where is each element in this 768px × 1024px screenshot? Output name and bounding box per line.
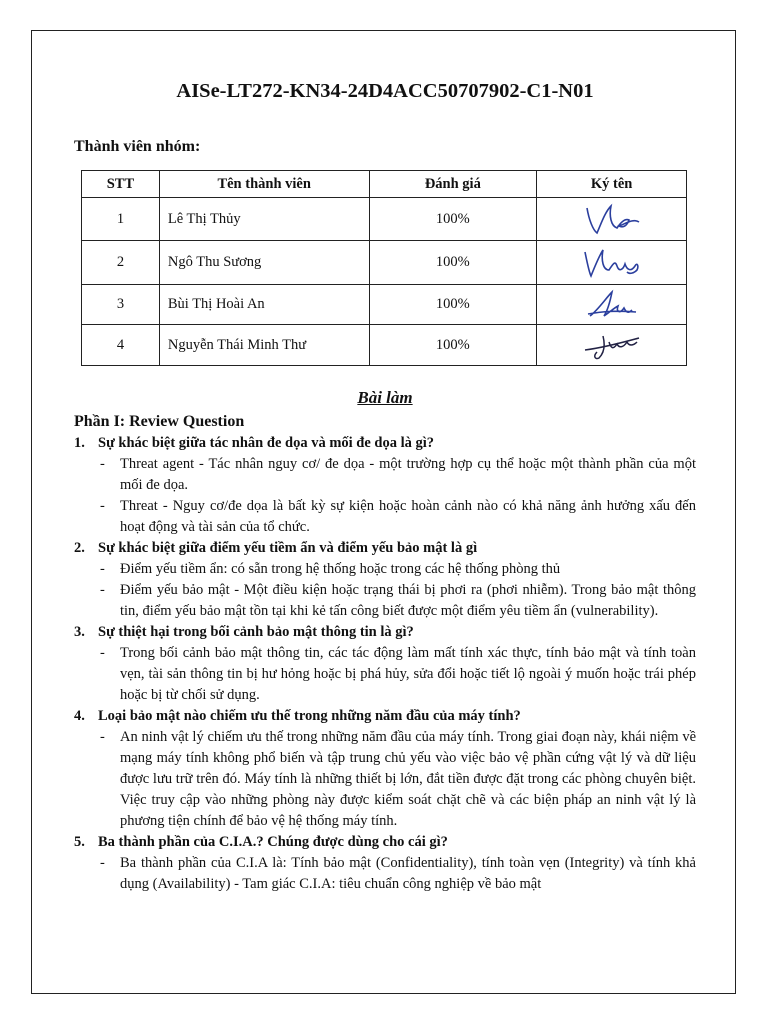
answer-item: - Threat - Nguy cơ/đe dọa là bất kỳ sự kiện hoặc hoàn cảnh nào có khả năng ảnh hưởng xấu đến hoạt động và tài sản của tổ chức. [100, 498, 696, 535]
answer-item: - Điểm yếu tiềm ẩn: có sẵn trong hệ thống hoặc trong các hệ thống phòng thủ [100, 561, 561, 577]
table-row [82, 325, 687, 366]
part-title: Phần I: Review Question [74, 413, 245, 430]
answer-text: Điểm yếu bảo mật - Một điều kiện hoặc trạng thái bị phơi ra (phơi nhiễm). Trong bảo mật thông tin, điểm yếu bảo mật tồn tại khi kẻ tấn công biết được một điểm yêu tiềm ẩn (vulnerability). [120, 582, 696, 619]
header-signature: Ký tên [537, 171, 687, 198]
table-row [82, 241, 687, 285]
question-number: 5. [74, 834, 85, 850]
answer-text: Threat agent - Tác nhân nguy cơ/ đe dọa - một trường hợp cụ thể hoặc một thành phần của một mối đe dọa. [120, 456, 696, 493]
cell-signature [537, 241, 687, 285]
cell-rating: 100% [369, 285, 537, 325]
table-row [82, 285, 687, 325]
cell-signature [537, 325, 687, 366]
document-title: AISe-LT272-KN34-24D4ACC50707902-C1-N01 [176, 80, 594, 102]
question-text: Sự khác biệt giữa tác nhân đe dọa và mối đe dọa là gì? [98, 435, 435, 451]
answer-item: - Threat agent - Tác nhân nguy cơ/ đe dọa - một trường hợp cụ thể hoặc một thành phần của một mối đe dọa. [100, 456, 696, 493]
question-2 [74, 538, 696, 559]
question-4 [74, 706, 696, 727]
signature-4 [581, 328, 643, 362]
question-5 [74, 832, 696, 853]
cell-signature [537, 198, 687, 241]
section-heading: Bài làm [357, 388, 413, 407]
answer-text: Threat - Nguy cơ/đe dọa là bất kỳ sự kiện hoặc hoàn cảnh nào có khả năng ảnh hưởng xấu đến hoạt động và tài sản của tổ chức. [120, 498, 696, 535]
signature-1 [581, 200, 643, 238]
cell-rating: 100% [369, 325, 537, 366]
header-name: Tên thành viên [159, 171, 369, 198]
question-number: 2. [74, 540, 85, 556]
question-text: Loại bảo mật nào chiếm ưu thế trong những năm đầu của máy tính? [98, 708, 521, 724]
table-header-row [82, 171, 687, 198]
members-label: Thành viên nhóm: [74, 138, 201, 155]
question-number: 3. [74, 624, 85, 640]
question-number: 4. [74, 708, 85, 724]
answer-text: Ba thành phần của C.I.A là: Tính bảo mật (Confidentiality), tính toàn vẹn (Integrity) và tính khả dụng (Availability) - Tam giác C.I.A: tiêu chuẩn công nghiệp về bảo mật [120, 855, 696, 892]
cell-signature [537, 285, 687, 325]
questions-list [74, 433, 696, 895]
cell-stt: 1 [82, 198, 160, 241]
page-frame [31, 30, 736, 994]
question-text: Ba thành phần của C.I.A.? Chúng được dùng cho cái gì? [98, 834, 448, 850]
header-stt: STT [82, 171, 160, 198]
cell-name: Nguyễn Thái Minh Thư [159, 325, 369, 366]
signature-3 [584, 288, 640, 322]
cell-stt: 2 [82, 241, 160, 285]
question-1 [74, 433, 696, 454]
answer-item: - Điểm yếu bảo mật - Một điều kiện hoặc trạng thái bị phơi ra (phơi nhiễm). Trong bảo mật thông tin, điểm yếu bảo mật tồn tại khi kẻ tấn công biết được một điểm yêu tiềm ẩn (vulnerability). [100, 582, 696, 619]
question-3 [74, 622, 696, 643]
header-rating: Đánh giá [369, 171, 537, 198]
answer-text: An ninh vật lý chiếm ưu thế trong những năm đầu của máy tính. Trong giai đoạn này, khái niệm về mạng máy tính không phổ biến và tập trung chủ yếu vào việc bảo vệ phần cứng vật lý và dữ liệu được lưu trữ trên đó. Máy tính là những thiết bị lớn, đắt tiền được đặt trong các phòng chuyên biệt. Việc truy cập vào những phòng này được kiểm soát chặt chẽ và các biện pháp an ninh vật lý là phương tiện chính để bảo vệ hệ thống máy tính. [120, 729, 696, 829]
cell-stt: 4 [82, 325, 160, 366]
cell-rating: 100% [369, 198, 537, 241]
cell-rating: 100% [369, 241, 537, 285]
answer-item: - Trong bối cảnh bảo mật thông tin, các tác động làm mất tính xác thực, tính bảo mật và tính toàn vẹn, tài sản thông tin bị hư hỏng hoặc bị phá hủy, sửa đổi hoặc tiết lộ ngoài ý muốn hoặc trái phép hoặc bị từ chối sử dụng. [100, 645, 696, 703]
cell-name: Ngô Thu Sương [159, 241, 369, 285]
table-row [82, 198, 687, 241]
answer-text: Trong bối cảnh bảo mật thông tin, các tác động làm mất tính xác thực, tính bảo mật và tính toàn vẹn, tài sản thông tin bị hư hỏng hoặc bị phá hủy, sửa đổi hoặc tiết lộ ngoài ý muốn hoặc trái phép hoặc bị từ chối sử dụng. [120, 645, 696, 703]
answer-item: - An ninh vật lý chiếm ưu thế trong những năm đầu của máy tính. Trong giai đoạn này, khái niệm về mạng máy tính không phổ biến và tập trung chủ yếu vào việc bảo vệ phần cứng vật lý và dữ liệu được lưu trữ trên đó. Máy tính là những thiết bị lớn, đắt tiền được đặt trong các phòng chuyên biệt. Việc truy cập vào những phòng này được kiểm soát chặt chẽ và các biện pháp an ninh vật lý là phương tiện chính để bảo vệ hệ thống máy tính. [100, 729, 696, 829]
question-text: Sự khác biệt giữa điểm yếu tiềm ẩn và điểm yếu bảo mật là gì [98, 540, 478, 556]
cell-name: Lê Thị Thủy [159, 198, 369, 241]
answer-item: - Ba thành phần của C.I.A là: Tính bảo mật (Confidentiality), tính toàn vẹn (Integrity) và tính khả dụng (Availability) - Tam giác C.I.A: tiêu chuẩn công nghiệp về bảo mật [100, 855, 696, 892]
cell-name: Bùi Thị Hoài An [159, 285, 369, 325]
signature-2 [581, 244, 643, 282]
members-table [81, 170, 687, 366]
answer-text: Điểm yếu tiềm ẩn: có sẵn trong hệ thống hoặc trong các hệ thống phòng thủ [120, 561, 561, 577]
question-text: Sự thiệt hại trong bối cảnh bảo mật thông tin là gì? [98, 624, 414, 640]
cell-stt: 3 [82, 285, 160, 325]
question-number: 1. [74, 435, 85, 451]
